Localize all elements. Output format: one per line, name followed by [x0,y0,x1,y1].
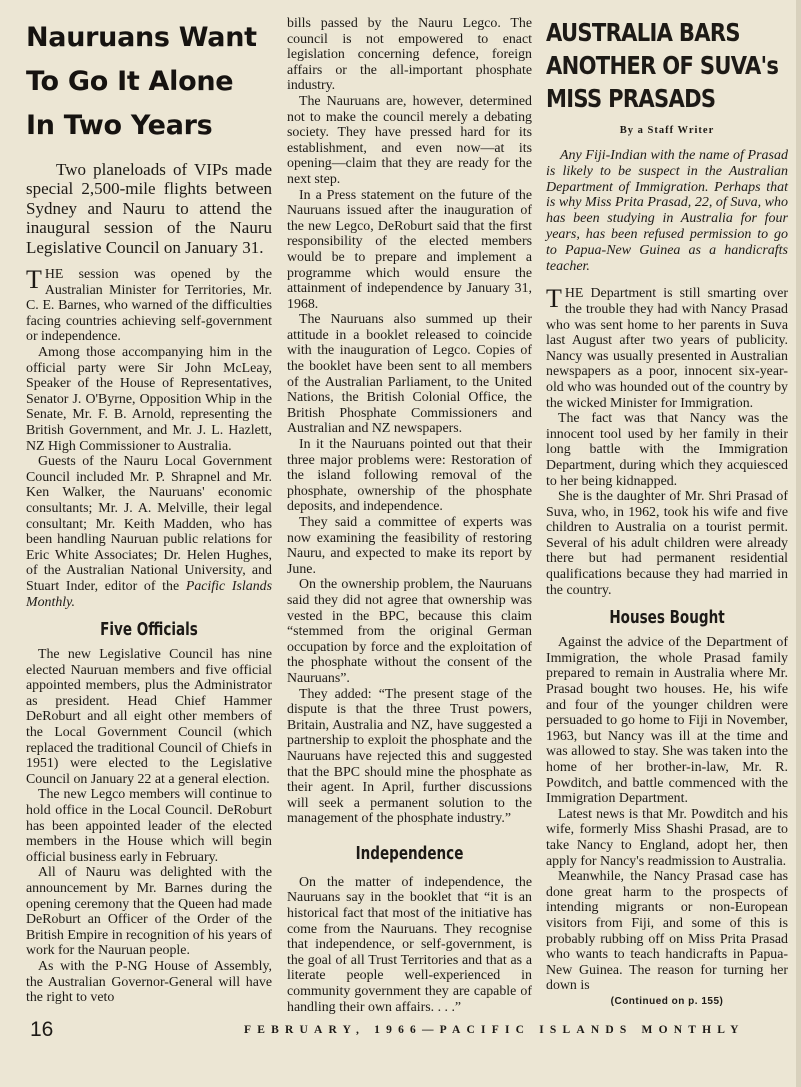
subheading-independence: Independence [355,843,464,864]
headline-line-3: MISS PRASADS [546,84,716,113]
headline-line-1: AUSTRALIA BARS [546,18,740,47]
paragraph: On the ownership problem, the Nauruans said they did not agree that ownership was vested in the BPC, because this claim “stemmed from the original German occupation by force and the exploitation of the phosphate without the consent of the Nauruans”. [287,577,532,686]
headline-line-2: To Go It Alone [26,66,234,97]
paragraph: The new Legislative Council has nine elected Nauruan members and five official appointed members, plus the Administrator as president. Head Chief Hammer DeRoburt and all eight other members of the Local Government Council (which replaced the traditional Council of Chiefs in 1951) were elected to the Legislative Council on January 22 at a general election. [26,647,272,787]
headline-nauru [26,16,272,148]
paragraph: bills passed by the Nauru Legco. The council is not empowered to enact legislation concerning defence, foreign affairs or the all-important phosphate industry. [287,16,532,94]
paragraph: THE session was opened by the Australian Minister for Territories, Mr. C. E. Barnes, who warned of the difficulties facing countries achieving self-government or independence. [26,265,272,345]
paragraph: THE Department is still smarting over the trouble they had with Nancy Prasad who was sent home to her parents in Suva last August after two years of publicity. Nancy was usually presented in Australian newspapers as a poor, innocent six-year-old who was hounded out of the country by the wicked Minister for Immigration. [546,284,788,411]
page-edge [796,0,801,1087]
paragraph: Guests of the Nauru Local Government Council included Mr. P. Shrapnel and Mr. Ken Walker, the Nauruans' economic consultants; Mr. J. A. Melville, their legal consultant; Mr. Keith Madden, who has been handling Nauruan public relations for Eric White Associates; Dr. Helen Hughes, of the Australian National University, and Stuart Inder, editor of the Pacific Islands Monthly. [26,454,272,610]
paragraph: In a Press statement on the future of the Nauruans issued after the inauguration of the new Legco, DeRoburt said that the first responsibility of the elected members would be to prepare and implement a programme which would ensure the attainment of independence by January 31, 1968. [287,187,532,312]
paragraph: They said a committee of experts was now examining the feasibility of restoring Nauru, and expected to make its report by June. [287,515,532,577]
headline-line-2: ANOTHER OF SUVA's [546,51,779,80]
headline-line-1: Nauruans Want [26,22,257,53]
paragraph: Latest news is that Mr. Powditch and his wife, formerly Miss Shashi Prasad, are to take Nancy to England, adopt her, then apply for Nancy's readmission to Australia. [546,806,788,869]
headline-prasad [546,16,792,115]
paragraph: The Nauruans also summed up their attitude in a booklet released to coincide with the inauguration of Legco. Copies of the booklet have been sent to all members of the Australian Parliament, to the United Nations, the British Colonial Office, the British Phosphate Commissioners and Australian and NZ newspapers. [287,312,532,437]
paragraph: The fact was that Nancy was the innocent tool used by her family in their long battle with the Immigration Department, during which they acquiesced to her being kidnapped. [546,411,788,489]
paragraph: Among those accompanying him in the official party were Sir John McLeay, Speaker of the House of Representatives, Senator J. O'Byrne, Opposition Whip in the Senate, Mr. F. B. Arnold, representing the British Government, and Mr. J. L. Hazlett, NZ High Commissioner to Australia. [26,345,272,454]
paragraph: In it the Nauruans pointed out that their three major problems were: Restoration of the island following removal of the phosphate, ownership of the phosphate deposits, and independence. [287,437,532,515]
headline-line-3: In Two Years [26,110,213,141]
article-nauru-column-2 [287,16,532,1015]
article-prasad-column [546,16,788,1007]
drop-cap: T [546,284,562,314]
paragraph: Meanwhile, the Nancy Prasad case has done great harm to the prospects of intending migrants or non-European visitors from Fiji, and some of this is probably rubbing off on Miss Prita Prasad who wants to teach handicrafts in Papua-New Guinea. The reason for turning her down is [546,869,788,994]
paragraph: They added: “The present stage of the dispute is that the three Trust powers, Britain, Australia and NZ, have suggested a partnership to exploit the phosphate and the Nauruans have rejected this and suggested that the BPC should mine the phosphate as their agent. In April, further discussions will seek a permanent solution to the management of the phosphate industry.” [287,686,532,827]
masthead-footer: FEBRUARY, 1966—PACIFIC ISLANDS MONTHLY [244,1024,745,1036]
paragraph: As with the P-NG House of Assembly, the Australian Governor-General will have the right to veto [26,958,272,1006]
byline: By a Staff Writer [619,125,715,136]
drop-cap: T [26,265,42,295]
article-nauru-column-1 [26,16,272,1006]
lead-paragraph: Two planeloads of VIPs made special 2,500-mile flights between Sydney and Nauru to attend the inaugural session of the Nauru Legislative Council on January 31. [26,160,272,257]
publication-name: Pacific Islands Monthly. [26,578,272,610]
paragraph: On the matter of independence, the Nauruans say in the booklet that “it is an historical fact that most of the initiative has come from the Nauruans. They recognise that independence, or self-government, is the goal of all Trust Territories and that as a literate people well-experienced in community government they are capable of handling their own affairs. . . .” [287,874,532,1015]
subheading-five-officials: Five Officials [100,620,198,641]
paragraph: Against the advice of the Department of Immigration, the whole Prasad family prepared to remain in Australia where Mr. Prasad bought two houses. He, his wife and four of the younger children were persuaded to go home to Fiji in November, 1963, but Nancy was ill at the time and was allowed to stay. She was taken into the home of her brother-in-law, Mr. R. Powditch, and battle commenced with the Immigration Department. [546,635,788,807]
page-number: 16 [30,1018,54,1041]
page-footer [0,1018,801,1048]
intro-paragraph: Any Fiji-Indian with the name of Prasad is likely to be suspect in the Australian Department of Immigration. Perhaps that is why Miss Prita Prasad, 22, of Suva, who has been studying in Australia for four years, has been refused permission to go to Papua-New Guinea as a handicrafts teacher. [546,148,788,274]
paragraph: The Nauruans are, however, determined not to make the council merely a debating society. They have pressed hard for its establishment, and even now—at its opening—claim that they are ready for the next step. [287,93,532,187]
continued-note: (Continued on p. 155) [610,995,724,1007]
paragraph: She is the daughter of Mr. Shri Prasad of Suva, who, in 1962, took his wife and five children to Australia on a tourist permit. Several of his adult children were already there but had permanent residential qualifications because they had married in the country. [546,489,788,598]
paragraph: All of Nauru was delighted with the announcement by Mr. Barnes during the opening ceremony that the Queen had made DeRoburt an Officer of the Order of the British Empire in recognition of his years of work for the Nauruan people. [26,865,272,959]
paragraph: The new Legco members will continue to hold office in the Local Council. DeRoburt has been appointed leader of the elected members in the House which will begin official business early in February. [26,787,272,865]
subheading-houses-bought: Houses Bought [609,608,725,629]
